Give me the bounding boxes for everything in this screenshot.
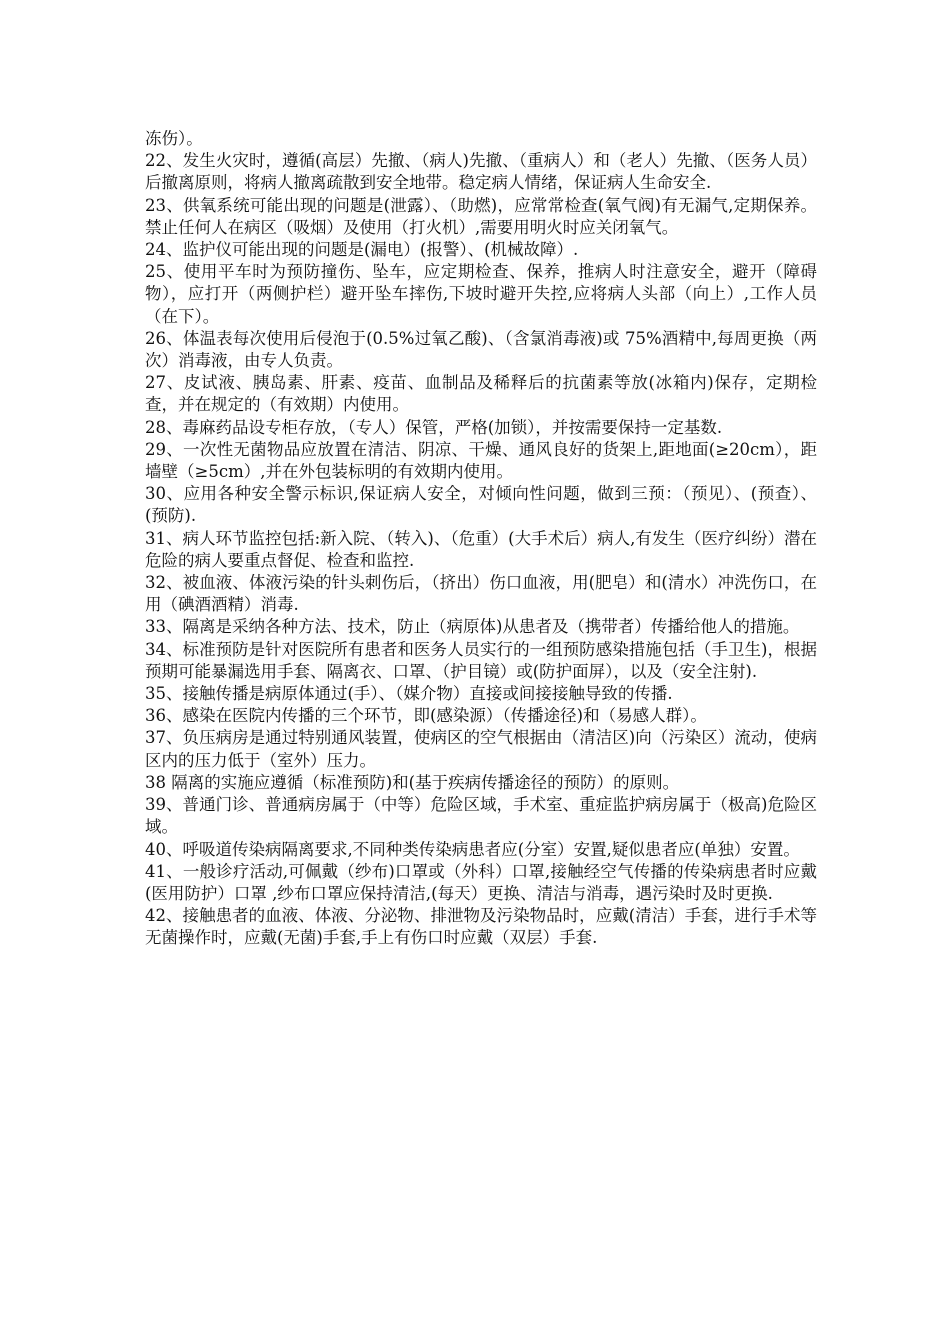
- paragraph-item-30: 30、应用各种安全警示标识,保证病人安全，对倾向性问题，做到三预：（预见）、(预查）、(预防).: [145, 484, 817, 526]
- paragraph-item-29: 29、一次性无菌物品应放置在清洁、阴凉、干燥、通风良好的货架上,距地面(≥20cm），距墙壁（≥5cm）,并在外包装标明的有效期内使用。: [145, 439, 817, 482]
- paragraph-item-22: 22、发生火灾时，遵循(高层）先撤、（病人)先撤、（重病人）和（老人）先撤、（医务人员）后撤离原则，将病人撤离疏散到安全地带。稳定病人情绪，保证病人生命安全.: [145, 151, 817, 193]
- document-body: [145, 128, 817, 950]
- paragraph-item-28: 28、毒麻药品设专柜存放，（专人）保管，严格(加锁），并按需要保持一定基数.: [145, 417, 723, 437]
- paragraph-item-25: 25、使用平车时为预防撞伤、坠车，应定期检查、保养，推病人时注意安全，避开（障碍物），应打开（两侧护栏）避开坠车摔伤,下坡时避开失控,应将病人头部（向上）,工作人员（在下）。: [145, 262, 817, 326]
- paragraph-item-40: 40、呼吸道传染病隔离要求,不同种类传染病患者应(分室）安置,疑似患者应(单独）安置。: [145, 839, 800, 859]
- paragraph-item-39: 39、普通门诊、普通病房属于（中等）危险区域，手术室、重症监护病房属于（极高)危险区域。: [145, 795, 817, 837]
- paragraph-continuation: 冻伤）。: [145, 129, 203, 148]
- paragraph-item-36: 36、感染在医院内传播的三个环节，即(感染源）（传播途径)和（易感人群）。: [145, 706, 707, 726]
- paragraph-item-26: 26、体温表每次使用后侵泡于(0.5%过氧乙酸)、（含氯消毒液)或 75%酒精中,每周更换（两次）消毒液，由专人负责。: [145, 328, 817, 371]
- paragraph-item-23: 23、供氧系统可能出现的问题是(泄露）、（助燃)，应常常检查(氧气阀)有无漏气,定期保养。禁止任何人在病区（吸烟）及使用（打火机）,需要用明火时应关闭氧气。: [145, 195, 817, 237]
- paragraph-item-35: 35、接触传播是病原体通过(手）、（媒介物）直接或间接接触导致的传播.: [145, 684, 673, 704]
- paragraph-item-41: 41、一般诊疗活动,可佩戴（纱布)口罩或（外科）口罩,接触经空气传播的传染病患者时应戴(医用防护）口罩 ,纱布口罩应保持清洁,(每天）更换、清洁与消毒，遇污染时及时更换.: [145, 861, 817, 903]
- paragraph-item-34: 34、标准预防是针对医院所有患者和医务人员实行的一组预防感染措施包括（手卫生)，根据预期可能暴漏选用手套、隔离衣、口罩、（护目镜）或(防护面屏），以及（安全注射).: [145, 639, 817, 681]
- paragraph-item-24: 24、监护仪可能出现的问题是(漏电）(报警）、(机械故障）.: [145, 240, 579, 260]
- paragraph-item-42: 42、接触患者的血液、体液、分泌物、排泄物及污染物品时，应戴(清洁）手套，进行手术等无菌操作时，应戴(无菌)手套,手上有伤口时应戴（双层）手套.: [145, 906, 817, 948]
- paragraph-item-33: 33、隔离是采纳各种方法、技术，防止（病原体)从患者及（携带者）传播给他人的措施。: [145, 617, 800, 637]
- paragraph-item-38: 38 隔离的实施应遵循（标准预防)和(基于疾病传播途径的预防）的原则。: [145, 772, 680, 792]
- paragraph-item-27: 27、皮试液、胰岛素、肝素、疫苗、血制品及稀释后的抗菌素等放(冰箱内)保存，定期检查，并在规定的（有效期）内使用。: [145, 373, 817, 415]
- paragraph-item-32: 32、被血液、体液污染的针头刺伤后，（挤出）伤口血液，用(肥皂）和(清水）冲洗伤口，在用（碘酒酒精）消毒.: [145, 573, 817, 615]
- paragraph-item-31: 31、病人环节监控包括:新入院、（转入)、（危重）(大手术后）病人,有发生（医疗纠纷）潜在危险的病人要重点督促、检查和监控.: [145, 528, 817, 570]
- paragraph-item-37: 37、负压病房是通过特别通风装置，使病区的空气根据由（清洁区)向（污染区）流动，使病区内的压力低于（室外）压力。: [145, 728, 817, 770]
